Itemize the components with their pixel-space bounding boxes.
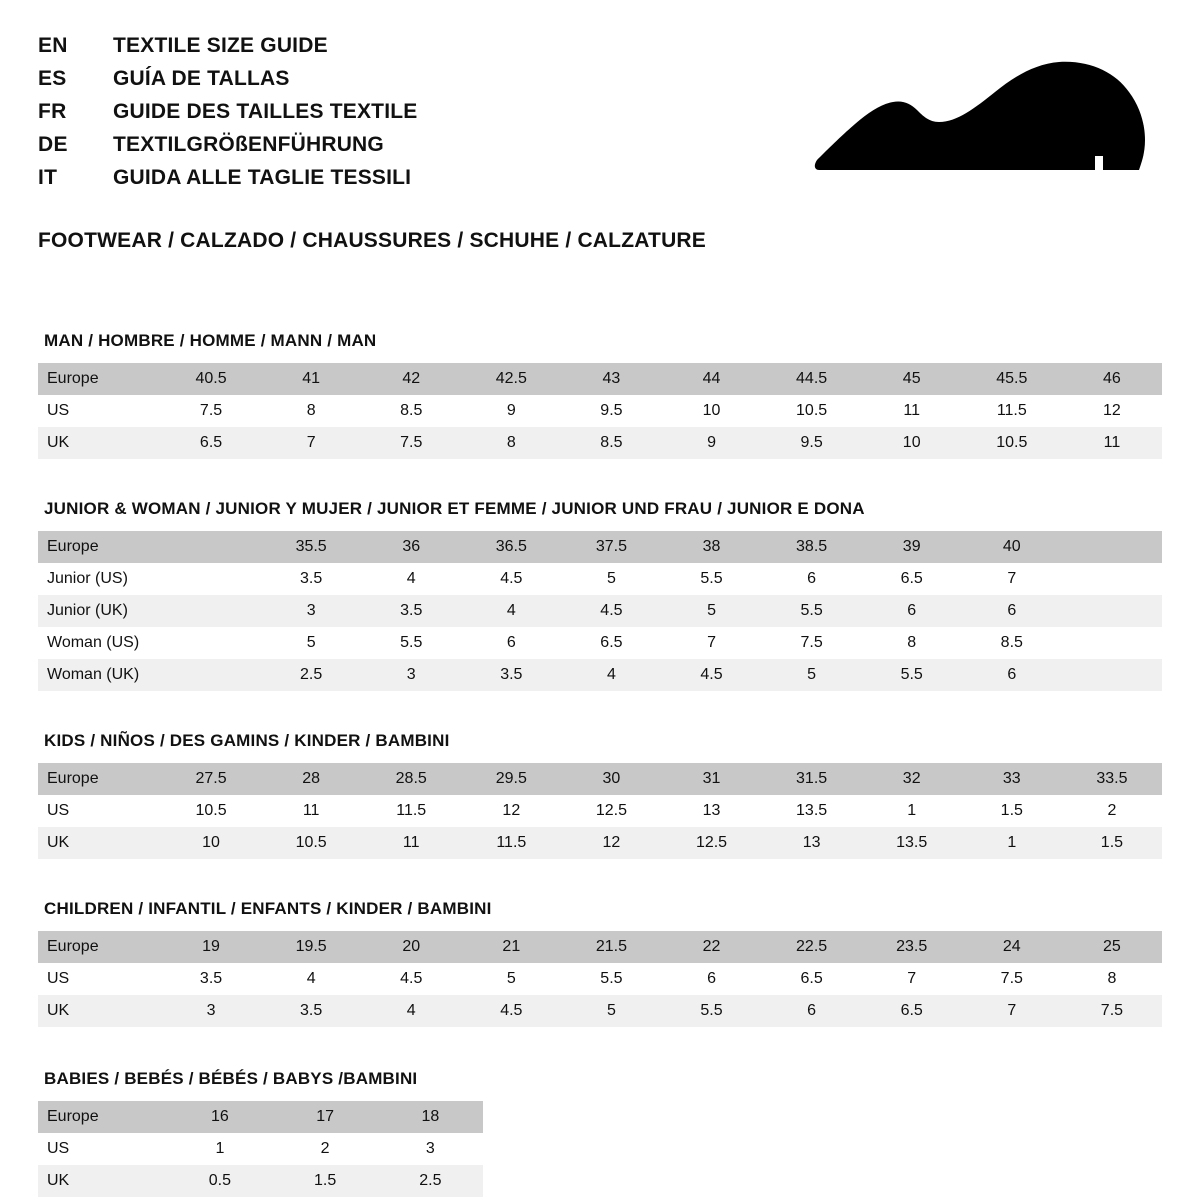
table-cell: 18 (378, 1101, 483, 1133)
table-cell: 7 (962, 995, 1062, 1027)
table-cell: 19.5 (261, 931, 361, 963)
table-cell: 7 (661, 627, 761, 659)
table-cell: 4.5 (361, 963, 461, 995)
section-children (38, 899, 1162, 1027)
table-cell (161, 563, 261, 595)
table-cell: 25 (1062, 931, 1162, 963)
table-cell: 11 (361, 827, 461, 859)
table-row (38, 995, 1162, 1027)
language-row (38, 100, 417, 133)
row-label: Woman (UK) (38, 659, 161, 691)
table-cell: 33 (962, 763, 1062, 795)
table-row (38, 659, 1162, 691)
table-cell: 5 (661, 595, 761, 627)
table-row (38, 595, 1162, 627)
table-cell (161, 659, 261, 691)
language-code: EN (38, 34, 68, 57)
section-title: CHILDREN / INFANTIL / ENFANTS / KINDER / BAMBINI (44, 899, 492, 918)
table-cell: 9.5 (561, 395, 661, 427)
section-babies (38, 1069, 1162, 1197)
table-cell: 4.5 (461, 563, 561, 595)
table-row (38, 931, 1162, 963)
table-cell (1062, 659, 1162, 691)
table-cell: 22 (661, 931, 761, 963)
table-cell: 6.5 (161, 427, 261, 459)
row-label: Europe (38, 763, 161, 795)
table-cell: 7.5 (762, 627, 862, 659)
table-cell: 6 (962, 595, 1062, 627)
table-cell: 10.5 (962, 427, 1062, 459)
table-cell: 3.5 (361, 595, 461, 627)
table-row (38, 395, 1162, 427)
table-cell: 1 (862, 795, 962, 827)
section-kids (38, 731, 1162, 859)
table-cell: 37.5 (561, 531, 661, 563)
table-cell: 8 (461, 427, 561, 459)
table-cell: 7.5 (161, 395, 261, 427)
table-cell: 11.5 (962, 395, 1062, 427)
table-cell: 3.5 (161, 963, 261, 995)
table-cell: 17 (273, 1101, 378, 1133)
table-cell: 7 (862, 963, 962, 995)
row-label: UK (38, 995, 161, 1027)
table-cell: 33.5 (1062, 763, 1162, 795)
table-cell: 19 (161, 931, 261, 963)
table-cell: 22.5 (762, 931, 862, 963)
table-row (38, 795, 1162, 827)
table-cell: 6.5 (862, 995, 962, 1027)
table-cell: 5.5 (561, 963, 661, 995)
size-table-man (38, 363, 1162, 459)
section-title: KIDS / NIÑOS / DES GAMINS / KINDER / BAMBINI (44, 731, 450, 750)
language-code: DE (38, 133, 68, 156)
table-cell (1062, 563, 1162, 595)
language-title-list (38, 34, 417, 199)
table-cell: 5 (561, 995, 661, 1027)
table-cell: 3 (378, 1133, 483, 1165)
table-cell: 29.5 (461, 763, 561, 795)
table-cell: 7.5 (361, 427, 461, 459)
language-row (38, 34, 417, 67)
table-cell: 36 (361, 531, 461, 563)
table-cell: 12 (1062, 395, 1162, 427)
table-cell: 13 (762, 827, 862, 859)
table-cell: 5.5 (361, 627, 461, 659)
table-cell: 23.5 (862, 931, 962, 963)
table-cell: 6 (862, 595, 962, 627)
language-code: IT (38, 166, 58, 189)
table-cell: 21 (461, 931, 561, 963)
table-cell: 4.5 (661, 659, 761, 691)
language-row (38, 67, 417, 100)
table-cell: 2.5 (378, 1165, 483, 1197)
table-cell: 6.5 (561, 627, 661, 659)
table-cell: 11.5 (461, 827, 561, 859)
row-label: Europe (38, 531, 161, 563)
table-cell: 10.5 (261, 827, 361, 859)
table-cell: 32 (862, 763, 962, 795)
language-title: TEXTILE SIZE GUIDE (113, 34, 328, 57)
table-cell: 2 (1062, 795, 1162, 827)
table-cell: 27.5 (161, 763, 261, 795)
table-cell: 1.5 (273, 1165, 378, 1197)
table-cell: 42 (361, 363, 461, 395)
table-cell: 6 (762, 563, 862, 595)
table-cell: 4 (361, 995, 461, 1027)
row-label: Europe (38, 1101, 167, 1133)
table-cell: 43 (561, 363, 661, 395)
table-cell: 5.5 (661, 995, 761, 1027)
table-cell: 28.5 (361, 763, 461, 795)
size-table-junior-woman (38, 531, 1162, 691)
row-label: UK (38, 1165, 167, 1197)
size-table-babies (38, 1101, 483, 1197)
table-cell: 1.5 (1062, 827, 1162, 859)
table-cell: 11 (862, 395, 962, 427)
table-cell: 44.5 (762, 363, 862, 395)
table-cell: 3 (261, 595, 361, 627)
table-cell: 38 (661, 531, 761, 563)
table-cell: 28 (261, 763, 361, 795)
table-cell: 2.5 (261, 659, 361, 691)
page-header (38, 34, 1162, 199)
language-title: GUIDA ALLE TAGLIE TESSILI (113, 166, 412, 189)
table-row (38, 1165, 483, 1197)
size-table-kids (38, 763, 1162, 859)
table-row (38, 427, 1162, 459)
row-label: Woman (US) (38, 627, 161, 659)
row-label: UK (38, 827, 161, 859)
table-cell: 6.5 (762, 963, 862, 995)
table-cell: 4 (361, 563, 461, 595)
table-row (38, 1133, 483, 1165)
table-cell: 12 (561, 827, 661, 859)
table-cell: 20 (361, 931, 461, 963)
table-cell: 31.5 (762, 763, 862, 795)
size-table-children (38, 931, 1162, 1027)
table-cell: 5.5 (862, 659, 962, 691)
table-cell: 10 (862, 427, 962, 459)
language-row (38, 166, 417, 199)
table-row (38, 363, 1162, 395)
table-cell: 12.5 (561, 795, 661, 827)
table-cell (161, 627, 261, 659)
table-cell: 4 (561, 659, 661, 691)
section-man (38, 331, 1162, 459)
table-cell: 12.5 (661, 827, 761, 859)
table-cell: 10 (661, 395, 761, 427)
table-cell: 4 (261, 963, 361, 995)
table-cell: 1 (962, 827, 1062, 859)
table-cell: 7.5 (1062, 995, 1162, 1027)
table-cell: 1.5 (962, 795, 1062, 827)
table-cell: 39 (862, 531, 962, 563)
table-cell: 8.5 (561, 427, 661, 459)
table-cell: 4.5 (561, 595, 661, 627)
table-cell: 21.5 (561, 931, 661, 963)
table-cell: 7 (261, 427, 361, 459)
table-cell: 4.5 (461, 995, 561, 1027)
language-code: FR (38, 100, 67, 123)
table-row (38, 627, 1162, 659)
table-cell: 3.5 (261, 995, 361, 1027)
table-cell: 10.5 (762, 395, 862, 427)
language-code: ES (38, 67, 67, 90)
row-label: UK (38, 427, 161, 459)
table-cell: 11 (1062, 427, 1162, 459)
table-cell: 5 (561, 563, 661, 595)
table-cell: 44 (661, 363, 761, 395)
table-cell: 7 (962, 563, 1062, 595)
table-cell: 6.5 (862, 563, 962, 595)
table-cell (1062, 627, 1162, 659)
table-cell: 41 (261, 363, 361, 395)
row-label: Europe (38, 931, 161, 963)
row-label: Europe (38, 363, 161, 395)
section-junior-woman (38, 499, 1162, 691)
table-cell: 31 (661, 763, 761, 795)
table-cell: 8.5 (962, 627, 1062, 659)
table-cell: 7.5 (962, 963, 1062, 995)
section-title: JUNIOR & WOMAN / JUNIOR Y MUJER / JUNIOR ET FEMME / JUNIOR UND FRAU / JUNIOR E DONA (44, 499, 865, 518)
language-title: TEXTILGRÖßENFÜHRUNG (113, 133, 384, 156)
table-cell: 24 (962, 931, 1062, 963)
table-cell: 16 (167, 1101, 272, 1133)
table-cell: 3 (361, 659, 461, 691)
page-title: FOOTWEAR / CALZADO / CHAUSSURES / SCHUHE / CALZATURE (38, 229, 707, 252)
table-cell: 13.5 (762, 795, 862, 827)
table-cell: 45 (862, 363, 962, 395)
table-cell: 13.5 (862, 827, 962, 859)
row-label: US (38, 1133, 167, 1165)
table-row (38, 563, 1162, 595)
table-cell: 3 (161, 995, 261, 1027)
table-cell: 8 (261, 395, 361, 427)
table-cell: 40.5 (161, 363, 261, 395)
table-cell: 46 (1062, 363, 1162, 395)
row-label: US (38, 963, 161, 995)
language-title: GUÍA DE TALLAS (113, 67, 290, 90)
table-row (38, 763, 1162, 795)
table-cell: 9 (461, 395, 561, 427)
table-cell: 6 (962, 659, 1062, 691)
table-cell: 2 (273, 1133, 378, 1165)
row-label: US (38, 395, 161, 427)
section-title: BABIES / BEBÉS / BÉBÉS / BABYS /BAMBINI (44, 1069, 418, 1088)
table-cell: 0.5 (167, 1165, 272, 1197)
table-cell: 6 (661, 963, 761, 995)
table-cell (1062, 531, 1162, 563)
table-cell: 35.5 (261, 531, 361, 563)
dress-shoe-icon (807, 60, 1147, 190)
table-row (38, 963, 1162, 995)
table-cell: 3.5 (261, 563, 361, 595)
language-row (38, 133, 417, 166)
table-cell: 6 (762, 995, 862, 1027)
table-row (38, 1101, 483, 1133)
table-cell: 9 (661, 427, 761, 459)
table-row (38, 827, 1162, 859)
table-cell: 40 (962, 531, 1062, 563)
table-cell: 5.5 (661, 563, 761, 595)
table-cell: 38.5 (762, 531, 862, 563)
row-label: Junior (UK) (38, 595, 161, 627)
table-cell: 42.5 (461, 363, 561, 395)
table-cell: 30 (561, 763, 661, 795)
table-cell: 8.5 (361, 395, 461, 427)
table-cell: 8 (862, 627, 962, 659)
table-cell: 5 (461, 963, 561, 995)
table-cell: 10 (161, 827, 261, 859)
table-cell: 8 (1062, 963, 1162, 995)
table-cell: 36.5 (461, 531, 561, 563)
table-cell (161, 531, 261, 563)
table-cell: 9.5 (762, 427, 862, 459)
table-cell: 4 (461, 595, 561, 627)
table-cell: 5 (762, 659, 862, 691)
table-cell: 11 (261, 795, 361, 827)
table-cell: 6 (461, 627, 561, 659)
table-cell: 13 (661, 795, 761, 827)
table-cell (161, 595, 261, 627)
table-cell: 5 (261, 627, 361, 659)
table-cell: 1 (167, 1133, 272, 1165)
row-label: Junior (US) (38, 563, 161, 595)
table-cell: 5.5 (762, 595, 862, 627)
table-cell: 45.5 (962, 363, 1062, 395)
row-label: US (38, 795, 161, 827)
table-cell (1062, 595, 1162, 627)
shoe-illustration (792, 34, 1162, 190)
table-cell: 3.5 (461, 659, 561, 691)
table-cell: 12 (461, 795, 561, 827)
language-title: GUIDE DES TAILLES TEXTILE (113, 100, 418, 123)
table-cell: 11.5 (361, 795, 461, 827)
section-title: MAN / HOMBRE / HOMME / MANN / MAN (44, 331, 377, 350)
table-cell: 10.5 (161, 795, 261, 827)
table-row (38, 531, 1162, 563)
